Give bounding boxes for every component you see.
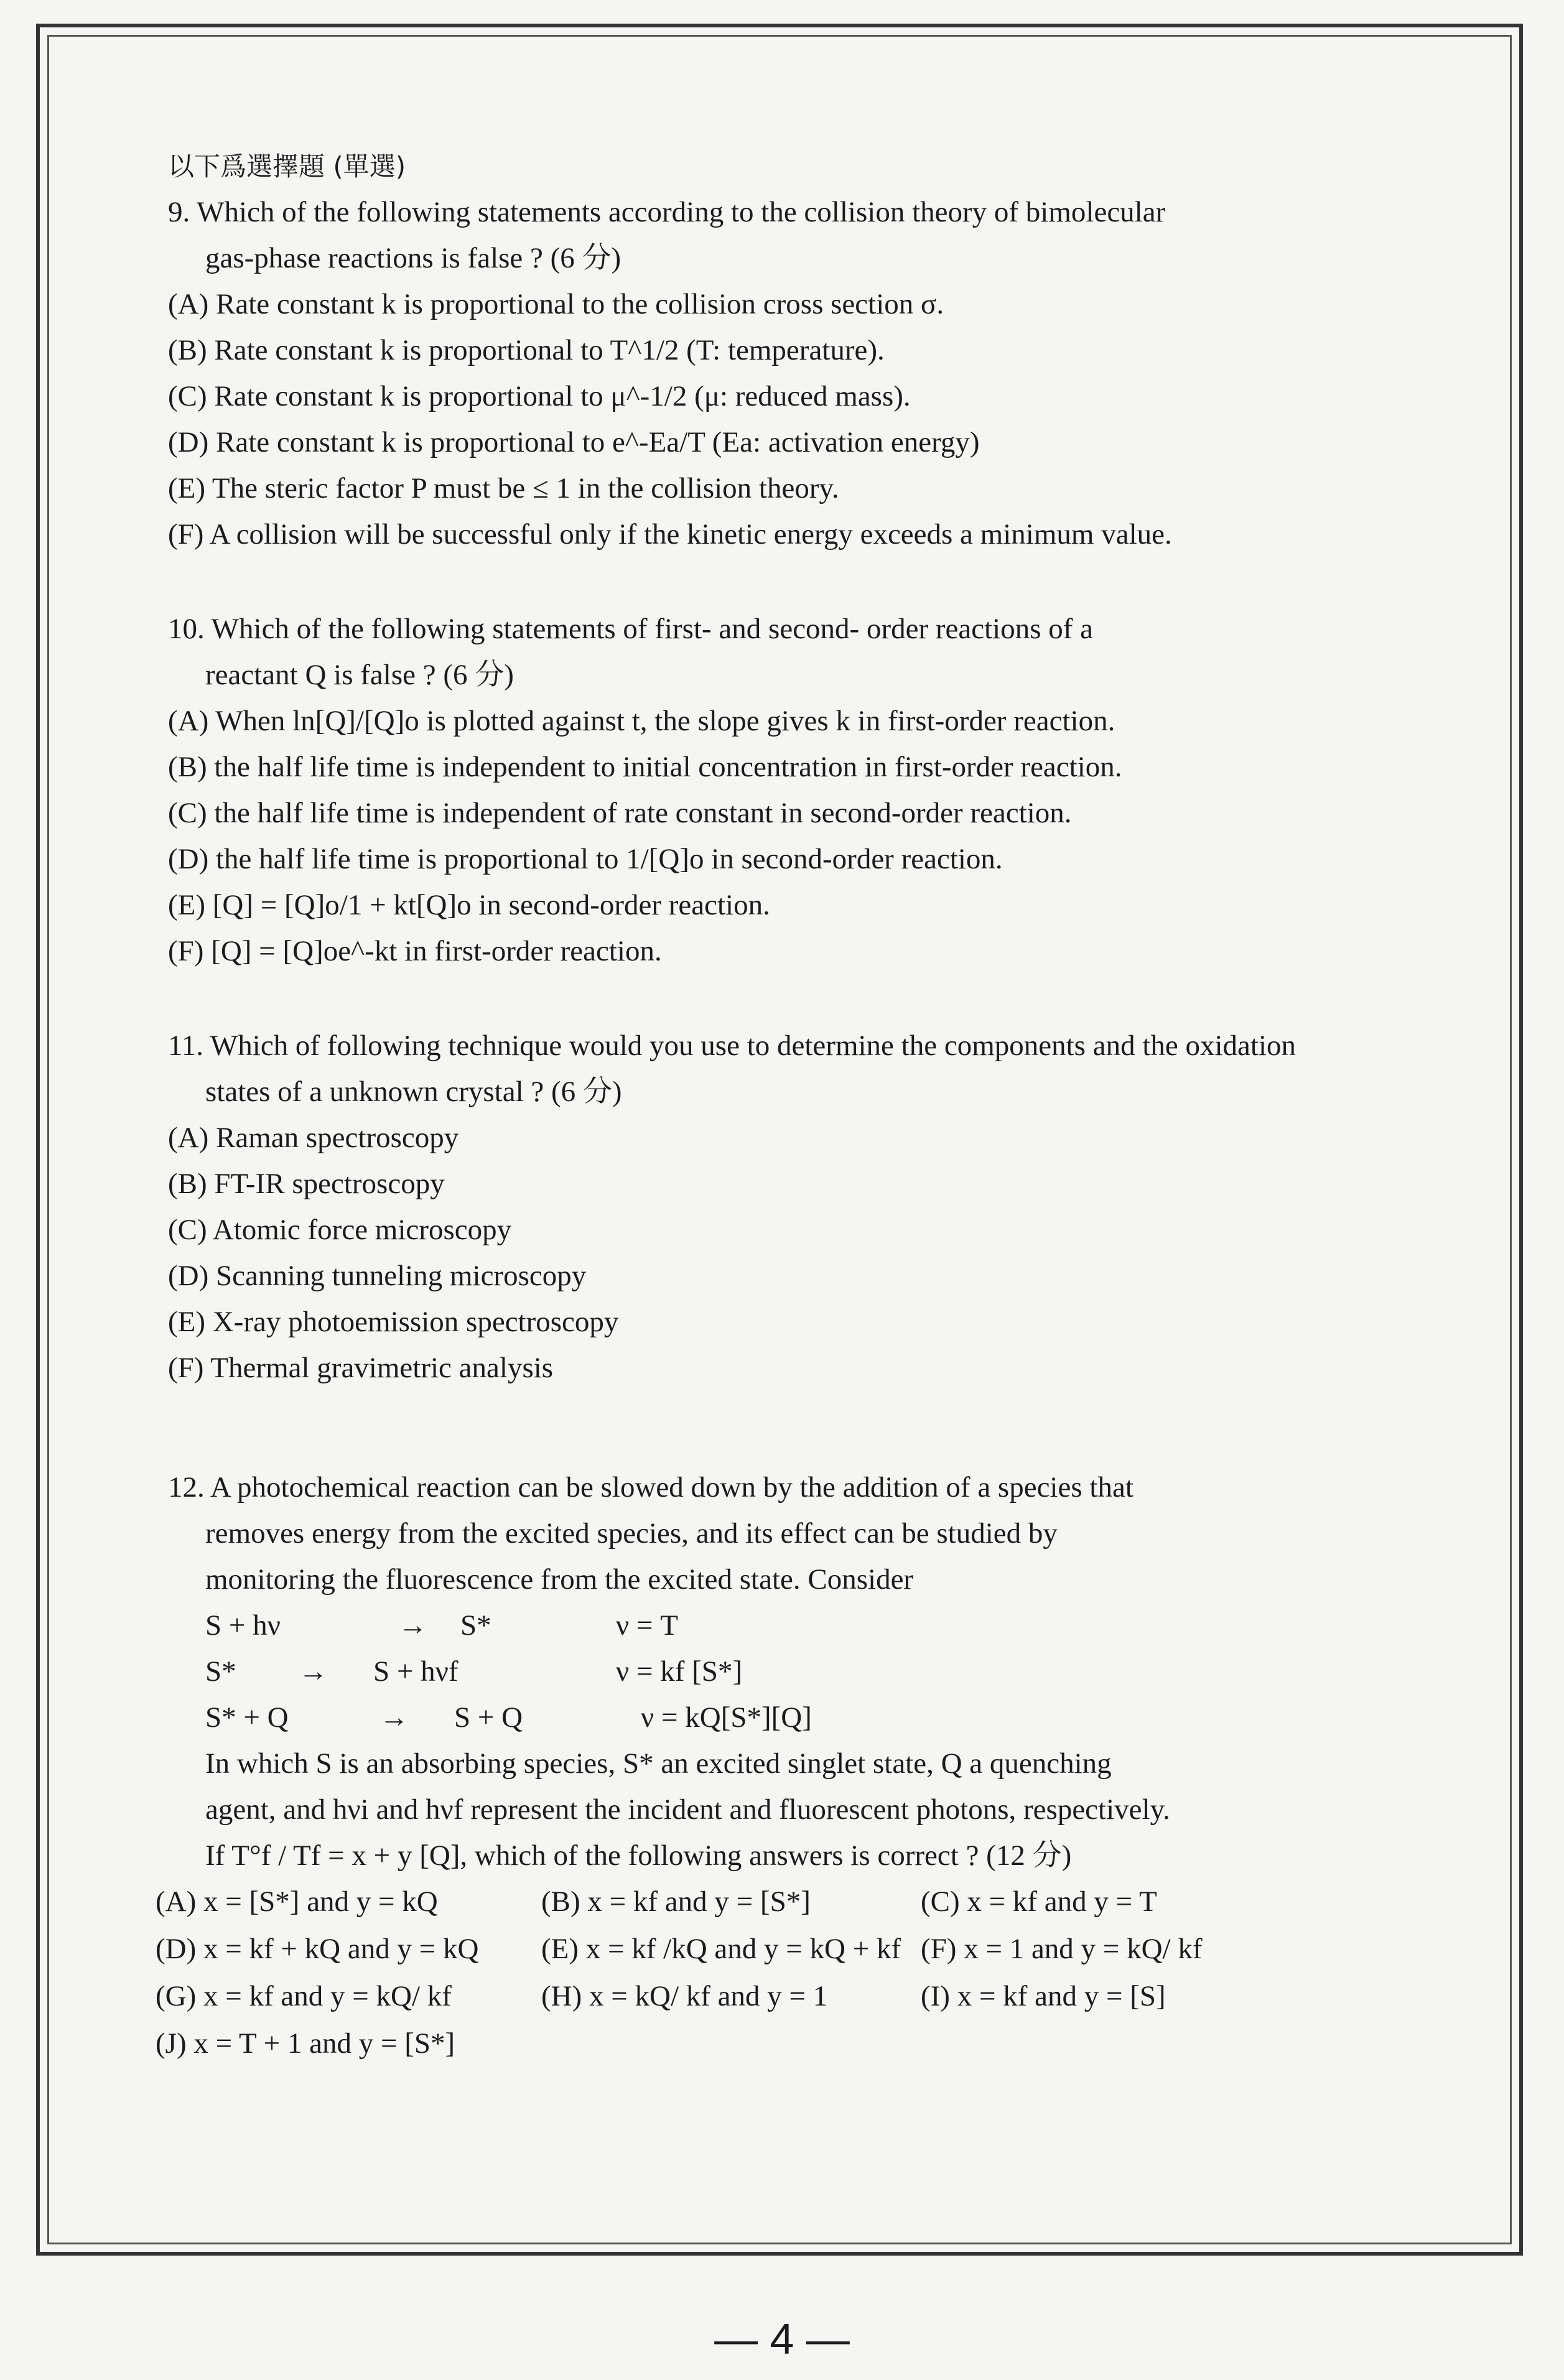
q10-option-c: (C) the half life time is independent of rate constant in second-order reaction. — [168, 797, 1072, 829]
q9-option-b: (B) Rate constant k is proportional to T^1/2 (T: temperature). — [168, 334, 885, 366]
page-number: — 4 — — [714, 2315, 850, 2363]
q12-answer-row-2 — [156, 1926, 1412, 1973]
equation-arrow: → — [299, 1655, 328, 1688]
equation-rate: ν = kQ[S*][Q] — [641, 1701, 812, 1734]
q12-line1: 12. A photochemical reaction can be slowed down by the addition of a species that — [168, 1471, 1133, 1504]
q12-line5: agent, and hνi and hνf represent the incident and fluorescent photons, respectively. — [205, 1793, 1170, 1826]
answer-option: (A) x = [S*] and y = kQ — [156, 1885, 438, 1918]
answer-option: (C) x = kf and y = T — [921, 1885, 1157, 1918]
q10-line1: 10. Which of the following statements of first- and second- order reactions of a — [168, 613, 1094, 645]
q10-option-f: (F) [Q] = [Q]oe^-kt in first-order reaction. — [168, 935, 662, 967]
question-9 — [168, 189, 1412, 557]
equation-lhs: S* + Q — [205, 1701, 289, 1734]
q12-answer-row-4 — [156, 2020, 1412, 2068]
equation-lhs: S + hν — [205, 1609, 281, 1642]
q9-line1: 9. Which of the following statements according to the collision theory of bimolecular — [168, 196, 1166, 228]
q12-equation-3 — [168, 1694, 1412, 1741]
q10-option-a: (A) When ln[Q]/[Q]o is plotted against t, the slope gives k in first-order reaction. — [168, 705, 1115, 737]
spacer — [168, 974, 1412, 1023]
spacer — [168, 1391, 1412, 1439]
equation-rate: ν = kf [S*] — [616, 1655, 743, 1688]
answer-option: (H) x = kQ/ kf and y = 1 — [541, 1980, 828, 2012]
q12-line3: monitoring the fluorescence from the excited state. Consider — [205, 1563, 914, 1596]
spacer — [168, 557, 1412, 606]
q10-option-b: (B) the half life time is independent to initial concentration in first-order reaction. — [168, 751, 1122, 783]
q9-line2: gas-phase reactions is false ? (6 分) — [205, 242, 621, 274]
q9-option-a: (A) Rate constant k is proportional to the collision cross section σ. — [168, 288, 944, 320]
equation-rhs: S + Q — [454, 1701, 523, 1734]
equation-rate: ν = T — [616, 1609, 678, 1642]
q11-option-a: (A) Raman spectroscopy — [168, 1122, 459, 1154]
answer-option: (B) x = kf and y = [S*] — [541, 1885, 811, 1918]
q9-option-c: (C) Rate constant k is proportional to μ^-1/2 (μ: reduced mass). — [168, 380, 911, 412]
equation-arrow: → — [379, 1701, 409, 1734]
q11-option-c: (C) Atomic force microscopy — [168, 1214, 512, 1246]
equation-rhs: S* — [460, 1609, 491, 1642]
q12-equation-1 — [168, 1602, 1412, 1648]
q9-option-d: (D) Rate constant k is proportional to e^-Ea/T (Ea: activation energy) — [168, 426, 980, 458]
answer-option: (I) x = kf and y = [S] — [921, 1980, 1166, 2012]
section-header-text: 以下爲選擇題 (單選) — [168, 151, 406, 182]
q10-option-e: (E) [Q] = [Q]o/1 + kt[Q]o in second-order reaction. — [168, 889, 770, 921]
equation-arrow: → — [398, 1609, 427, 1642]
answer-option: (F) x = 1 and y = kQ/ kf — [921, 1933, 1203, 1965]
question-12 — [156, 1464, 1412, 2068]
q12-answer-row-1 — [156, 1879, 1412, 1926]
q11-option-f: (F) Thermal gravimetric analysis — [168, 1352, 554, 1384]
answer-option: (G) x = kf and y = kQ/ kf — [156, 1980, 452, 2012]
answer-option: (D) x = kf + kQ and y = kQ — [156, 1933, 479, 1965]
q12-line4: In which S is an absorbing species, S* an excited singlet state, Q a quenching — [205, 1747, 1112, 1780]
spacer — [168, 1439, 1412, 1464]
q12-answer-row-3 — [156, 1973, 1412, 2020]
q11-option-e: (E) X-ray photoemission spectroscopy — [168, 1306, 619, 1338]
q12-line2: removes energy from the excited species, and its effect can be studied by — [205, 1517, 1058, 1550]
q10-option-d: (D) the half life time is proportional to 1/[Q]o in second-order reaction. — [168, 843, 1003, 875]
q9-option-f: (F) A collision will be successful only if the kinetic energy exceeds a minimum value. — [168, 518, 1172, 551]
exam-content — [156, 143, 1412, 2068]
q10-line2: reactant Q is false ? (6 分) — [205, 659, 514, 691]
q11-option-b: (B) FT-IR spectroscopy — [168, 1168, 445, 1200]
q12-equation-2 — [168, 1648, 1412, 1694]
q12-line6: If T°f / Tf = x + y [Q], which of the following answers is correct ? (12 分) — [205, 1839, 1072, 1872]
q11-line2: states of a unknown crystal ? (6 分) — [205, 1076, 622, 1108]
equation-rhs: S + hνf — [373, 1655, 458, 1688]
q11-option-d: (D) Scanning tunneling microscopy — [168, 1260, 587, 1292]
equation-lhs: S* — [205, 1655, 236, 1688]
q9-option-e: (E) The steric factor P must be ≤ 1 in the collision theory. — [168, 472, 839, 504]
question-11 — [168, 1023, 1412, 1391]
answer-option: (J) x = T + 1 and y = [S*] — [156, 2027, 455, 2060]
question-10 — [168, 606, 1412, 974]
answer-option: (E) x = kf /kQ and y = kQ + kf — [541, 1933, 901, 1965]
q11-line1: 11. Which of following technique would you use to determine the components and the oxidation — [168, 1030, 1296, 1062]
section-header — [168, 143, 1412, 189]
